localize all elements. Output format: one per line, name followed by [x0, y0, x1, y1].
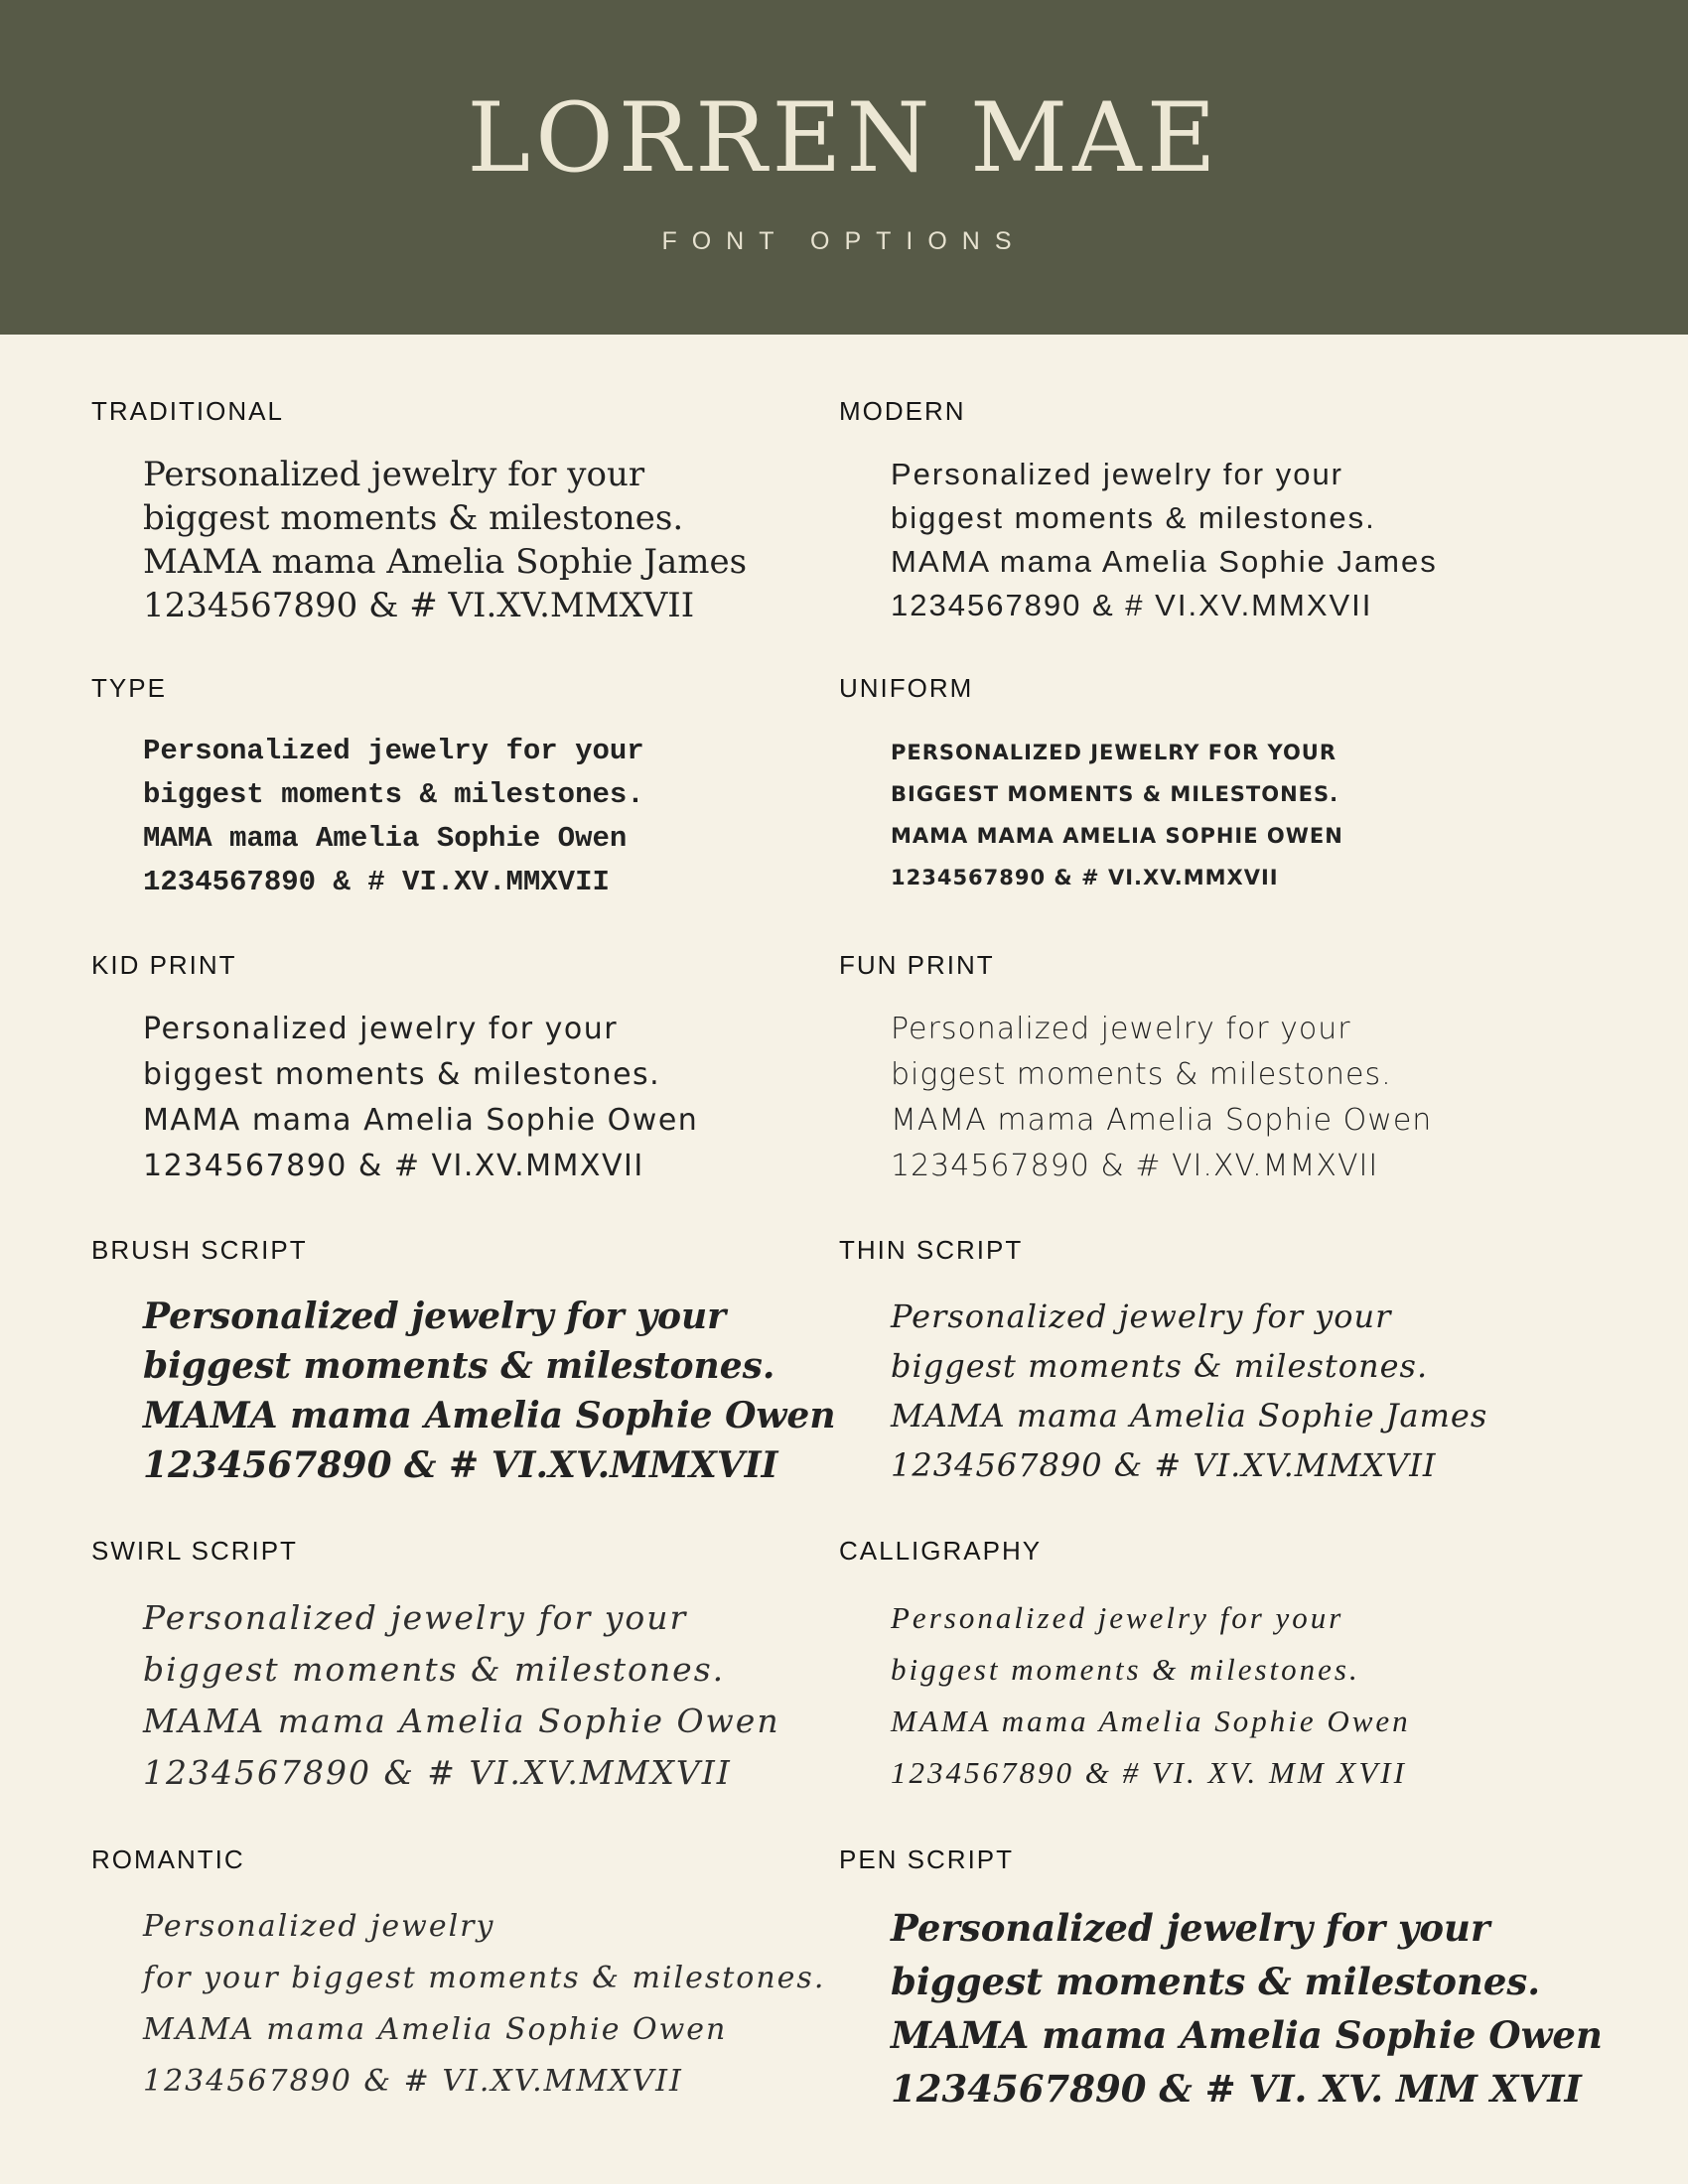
- sample-line: MAMA mama Amelia Sophie Owen: [143, 822, 628, 855]
- font-sample-modern: [839, 396, 1638, 627]
- font-sample-label: THIN SCRIPT: [839, 1235, 1024, 1265]
- font-sample-text: [91, 453, 809, 627]
- sample-line: Personalized jewelry for your: [143, 1296, 727, 1337]
- sample-line: MAMA mama Amelia Sophie Owen: [891, 816, 1343, 851]
- font-sample-label: UNIFORM: [839, 673, 974, 703]
- font-sample-label: SWIRL SCRIPT: [91, 1536, 298, 1566]
- sample-line: biggest moments & milestones.: [891, 1057, 1392, 1092]
- font-sample-pen-script: [839, 1844, 1638, 2116]
- sample-line: 1234567890 & # VI.XV.MMXVII: [143, 1444, 778, 1486]
- sample-line: biggest moments & milestones.: [891, 1960, 1541, 2003]
- font-sample-uniform: [839, 673, 1638, 904]
- sample-line: biggest moments & milestones.: [143, 498, 684, 538]
- sample-line: biggest moments & milestones.: [891, 774, 1339, 809]
- sample-line: biggest moments & milestones.: [143, 1057, 661, 1092]
- sample-line: Personalized jewelry for your: [143, 455, 645, 494]
- font-sample-thin-script: [839, 1235, 1638, 1490]
- font-sample-label: FUN PRINT: [839, 950, 995, 980]
- sample-line: Personalized jewelry: [143, 1909, 495, 1944]
- sample-line: biggest moments & milestones.: [143, 1650, 726, 1689]
- font-sample-text: [839, 453, 1609, 627]
- sample-line: 1234567890 & # VI.XV.MMXVII: [143, 2064, 683, 2099]
- sample-line: 1234567890 & # VI.XV.MMXVII: [891, 858, 1279, 892]
- sample-line: 1234567890 & # VI.XV.MMXVII: [891, 588, 1373, 622]
- font-sample-brush-script: [91, 1235, 839, 1490]
- sample-line: 1234567890 & # VI.XV.MMXVII: [143, 1149, 644, 1183]
- font-sample-text: [839, 730, 1609, 896]
- font-sample-label: TYPE: [91, 673, 167, 703]
- sample-line: Personalized jewelry for your: [891, 1600, 1344, 1635]
- font-sample-text: [91, 730, 809, 904]
- sample-line: MAMA mama Amelia Sophie Owen: [143, 1103, 699, 1138]
- font-sample-swirl-script: [91, 1536, 839, 1799]
- font-sample-label: BRUSH SCRIPT: [91, 1235, 308, 1265]
- font-samples-grid: [0, 335, 1688, 2161]
- sample-line: for your biggest moments & milestones.: [143, 1961, 826, 1995]
- sample-line: biggest moments & milestones.: [891, 1652, 1360, 1687]
- sample-line: biggest moments & milestones.: [143, 1345, 775, 1387]
- sample-line: Personalized jewelry for your: [143, 735, 644, 767]
- font-sample-text: [91, 1007, 809, 1189]
- sample-line: 1234567890 & # VI.XV.MMXVII: [143, 1753, 732, 1792]
- sample-line: Personalized jewelry for your: [891, 733, 1337, 767]
- font-sample-label: MODERN: [839, 396, 966, 426]
- sample-line: Personalized jewelry for your: [143, 1598, 688, 1637]
- font-sample-text: [91, 1592, 809, 1799]
- sample-line: biggest moments & milestones.: [891, 500, 1376, 535]
- header-band: [0, 0, 1688, 335]
- font-sample-label: ROMANTIC: [91, 1844, 245, 1874]
- sample-line: 1234567890 & # VI.XV.MMXVII: [891, 1149, 1379, 1183]
- sample-line: MAMA mama Amelia Sophie Owen: [891, 2013, 1603, 2057]
- sample-line: Personalized jewelry for your: [891, 1906, 1490, 1950]
- sample-line: Personalized jewelry for your: [891, 457, 1344, 491]
- sample-line: 1234567890 & # VI. XV. MM XVII: [891, 2067, 1582, 2111]
- sample-line: Personalized jewelry for your: [891, 1012, 1351, 1046]
- page-subtitle: FONT OPTIONS: [661, 227, 1027, 255]
- font-sample-label: CALLIGRAPHY: [839, 1536, 1043, 1566]
- font-sample-text: [839, 1007, 1609, 1189]
- sample-line: Personalized jewelry for your: [143, 1012, 619, 1046]
- font-sample-label: KID PRINT: [91, 950, 237, 980]
- font-sample-label: TRADITIONAL: [91, 396, 284, 426]
- sample-line: biggest moments & milestones.: [891, 1347, 1429, 1385]
- font-sample-traditional: [91, 396, 839, 627]
- sample-line: 1234567890 & # VI.XV.MMXVII: [891, 1446, 1437, 1484]
- font-sample-text: [839, 1292, 1609, 1490]
- sample-line: MAMA mama Amelia Sophie Owen: [143, 1395, 836, 1436]
- font-sample-text: [91, 1292, 836, 1490]
- font-sample-calligraphy: [839, 1536, 1638, 1799]
- sample-line: 1234567890 & # VI. XV. MM XVII: [891, 1755, 1407, 1790]
- sample-line: 1234567890 & # VI.XV.MMXVII: [143, 866, 610, 898]
- brand-title: LORREN MAE: [467, 82, 1221, 194]
- font-sample-label: PEN SCRIPT: [839, 1844, 1015, 1874]
- sample-line: MAMA mama Amelia Sophie Owen: [143, 1702, 780, 1740]
- sample-line: Personalized jewelry for your: [891, 1297, 1392, 1335]
- font-sample-fun-print: [839, 950, 1638, 1189]
- sample-line: MAMA mama Amelia Sophie James: [891, 544, 1438, 579]
- sample-line: MAMA mama Amelia Sophie Owen: [891, 1704, 1411, 1738]
- sample-line: biggest moments & milestones.: [143, 778, 644, 811]
- font-sample-text: [839, 1592, 1609, 1799]
- font-sample-kid-print: [91, 950, 839, 1189]
- font-sample-text: [839, 1901, 1609, 2116]
- sample-line: MAMA mama Amelia Sophie Owen: [891, 1103, 1433, 1138]
- sample-line: 1234567890 & # VI.XV.MMXVII: [143, 586, 695, 625]
- sample-line: MAMA mama Amelia Sophie James: [891, 1397, 1488, 1434]
- sample-line: MAMA mama Amelia Sophie Owen: [143, 2012, 728, 2047]
- font-sample-text: [91, 1901, 826, 2108]
- sample-line: MAMA mama Amelia Sophie James: [143, 542, 748, 582]
- font-sample-romantic: [91, 1844, 839, 2116]
- font-sample-type: [91, 673, 839, 904]
